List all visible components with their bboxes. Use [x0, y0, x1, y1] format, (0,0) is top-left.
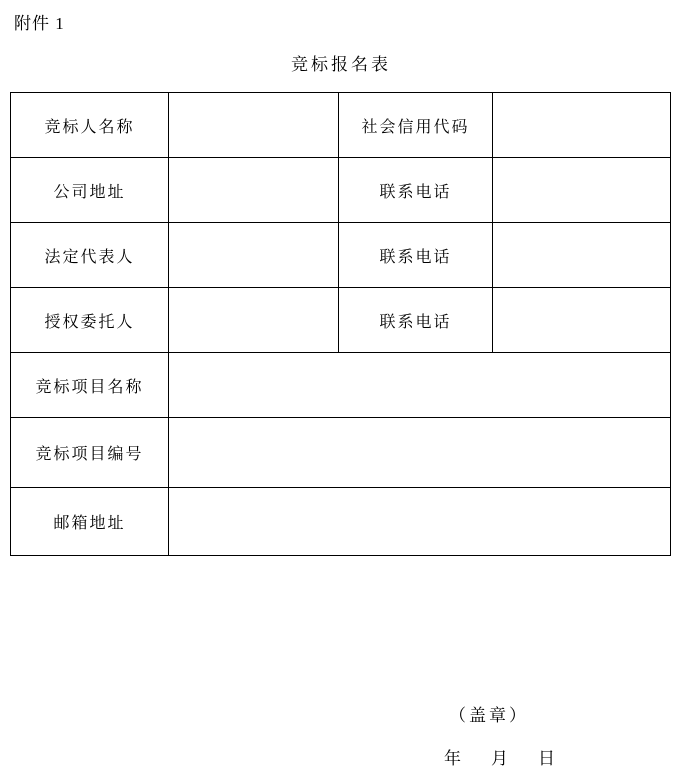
legal-rep-phone-input-cell[interactable] — [493, 223, 671, 288]
company-address-label: 公司地址 — [11, 158, 169, 223]
credit-code-label: 社会信用代码 — [339, 93, 493, 158]
legal-rep-phone-label: 联系电话 — [339, 223, 493, 288]
company-address-input-cell[interactable] — [169, 158, 339, 223]
email-address-input-cell[interactable] — [169, 488, 671, 556]
authorized-agent-label: 授权委托人 — [11, 288, 169, 353]
company-phone-input-cell[interactable] — [493, 158, 671, 223]
project-name-input-cell[interactable] — [169, 353, 671, 418]
project-name-label: 竞标项目名称 — [11, 353, 169, 418]
legal-representative-label: 法定代表人 — [11, 223, 169, 288]
credit-code-input-cell[interactable] — [493, 93, 671, 158]
page-title: 竞标报名表 — [291, 55, 391, 74]
date-line — [444, 744, 555, 769]
date-month-label: 月 — [491, 749, 508, 768]
agent-phone-input-cell[interactable] — [493, 288, 671, 353]
registration-table — [10, 92, 671, 556]
project-number-label: 竞标项目编号 — [11, 418, 169, 488]
table-row-project-name — [11, 353, 671, 418]
table-row-legal-representative — [11, 223, 671, 288]
seal-label: （盖章） — [449, 706, 529, 725]
table-row-bidder-name — [11, 93, 671, 158]
legal-representative-input-cell[interactable] — [169, 223, 339, 288]
table-row-project-number — [11, 418, 671, 488]
authorized-agent-input-cell[interactable] — [169, 288, 339, 353]
table-row-email-address — [11, 488, 671, 556]
table-row-company-address — [11, 158, 671, 223]
attachment-label: 附件 1 — [14, 14, 65, 33]
company-phone-label: 联系电话 — [339, 158, 493, 223]
project-number-input-cell[interactable] — [169, 418, 671, 488]
agent-phone-label: 联系电话 — [339, 288, 493, 353]
bidder-name-input-cell[interactable] — [169, 93, 339, 158]
date-year-label: 年 — [444, 749, 461, 768]
date-day-label: 日 — [538, 749, 555, 768]
bidder-name-label: 竞标人名称 — [11, 93, 169, 158]
table-row-authorized-agent — [11, 288, 671, 353]
email-address-label: 邮箱地址 — [11, 488, 169, 556]
